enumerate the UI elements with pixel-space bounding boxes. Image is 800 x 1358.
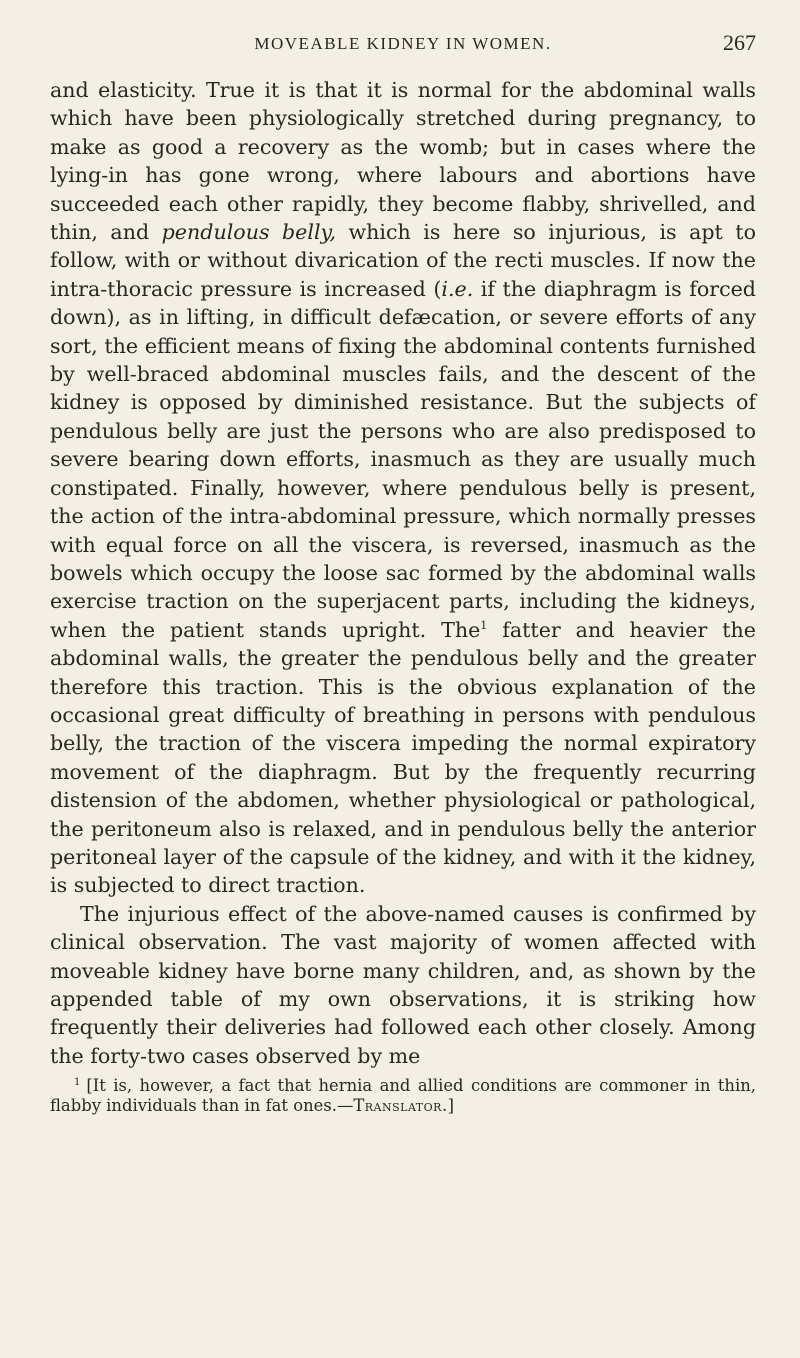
running-title: MOVEABLE KIDNEY IN WOMEN. — [254, 34, 552, 53]
footnote-translator: Translator. — [353, 1096, 448, 1116]
paragraph-1-text-d: fatter and heavier the abdominal walls, the greater the pendulous belly and the greater therefore this traction. This is the obvious explanation of the occasional great difficulty of breathing in persons with pendulous belly, the traction of the viscera impeding the normal expiratory movement of the diaphragm. But by the frequently recurring distension of the abdomen, whether physiological or pathological, the peritoneum also is relaxed, and in pendulous belly the anterior peritoneal layer of the capsule of the kidney, and with it the kidney, is subjected to direct traction. — [50, 617, 756, 898]
paragraph-1-text-c: if the diaphragm is forced down), as in lifting, in difficult defæcation, or severe efforts of any sort, the efficient means of fixing the abdominal contents furnished by well-braced abdominal muscles fails, and the descent of the kidney is opposed by diminished resistance. But the subjects of pendulous belly are just the persons who are also predisposed to severe bearing down efforts, inasmuch as they are usually much constipated. Finally, however, where pendulous belly is present, the action of the intra-abdominal pressure, which normally presses with equal force on all the viscera, is reversed, inasmuch as the bowels which occupy the loose sac formed by the abdominal walls exercise traction on the superjacent parts, including the kidneys, when the patient stands upright. The — [50, 276, 756, 642]
footnote-reference: 1 — [480, 618, 488, 632]
paragraph-1-italic-ie: i.e. — [441, 276, 474, 301]
footnote-mark: 1 — [74, 1076, 81, 1088]
paragraph-2: The injurious effect of the above-named causes is confirmed by clinical observation. The vast majority of women affected with moveable kidney have borne many children, and, as shown by the appended table of my own observations, it is striking how frequently their deliveries had followed each other closely. Among the forty-two cases observed by me — [50, 901, 756, 1068]
page-number: 267 — [723, 30, 756, 55]
footnote — [50, 1076, 756, 1116]
footnote-closing: ] — [447, 1096, 455, 1116]
footnote-text: [It is, however, a fact that hernia and allied conditions are commoner in thin, flabby individuals than in fat ones.— — [50, 1076, 756, 1116]
body-text — [50, 76, 756, 1070]
paragraph-1-italic-term: pendulous belly, — [161, 220, 336, 245]
paragraph-1 — [50, 76, 756, 900]
paragraph-1-text-a: and elasticity. True it is that it is normal for the abdominal walls which have been physiologically stretched during pregnancy, to make as good a recovery as the womb; but in cases where the lying-in has gone wrong, where labours and abortions have succeeded each other rapidly, they become flabby, shrivelled, and thin, and — [50, 78, 756, 245]
page-header — [50, 28, 756, 62]
book-page — [50, 28, 756, 1116]
paragraph-1-text-b: which is here so injurious, is apt to follow, with or without divarication of the recti muscles. If now the intra-thoracic pressure is increased ( — [50, 220, 756, 301]
